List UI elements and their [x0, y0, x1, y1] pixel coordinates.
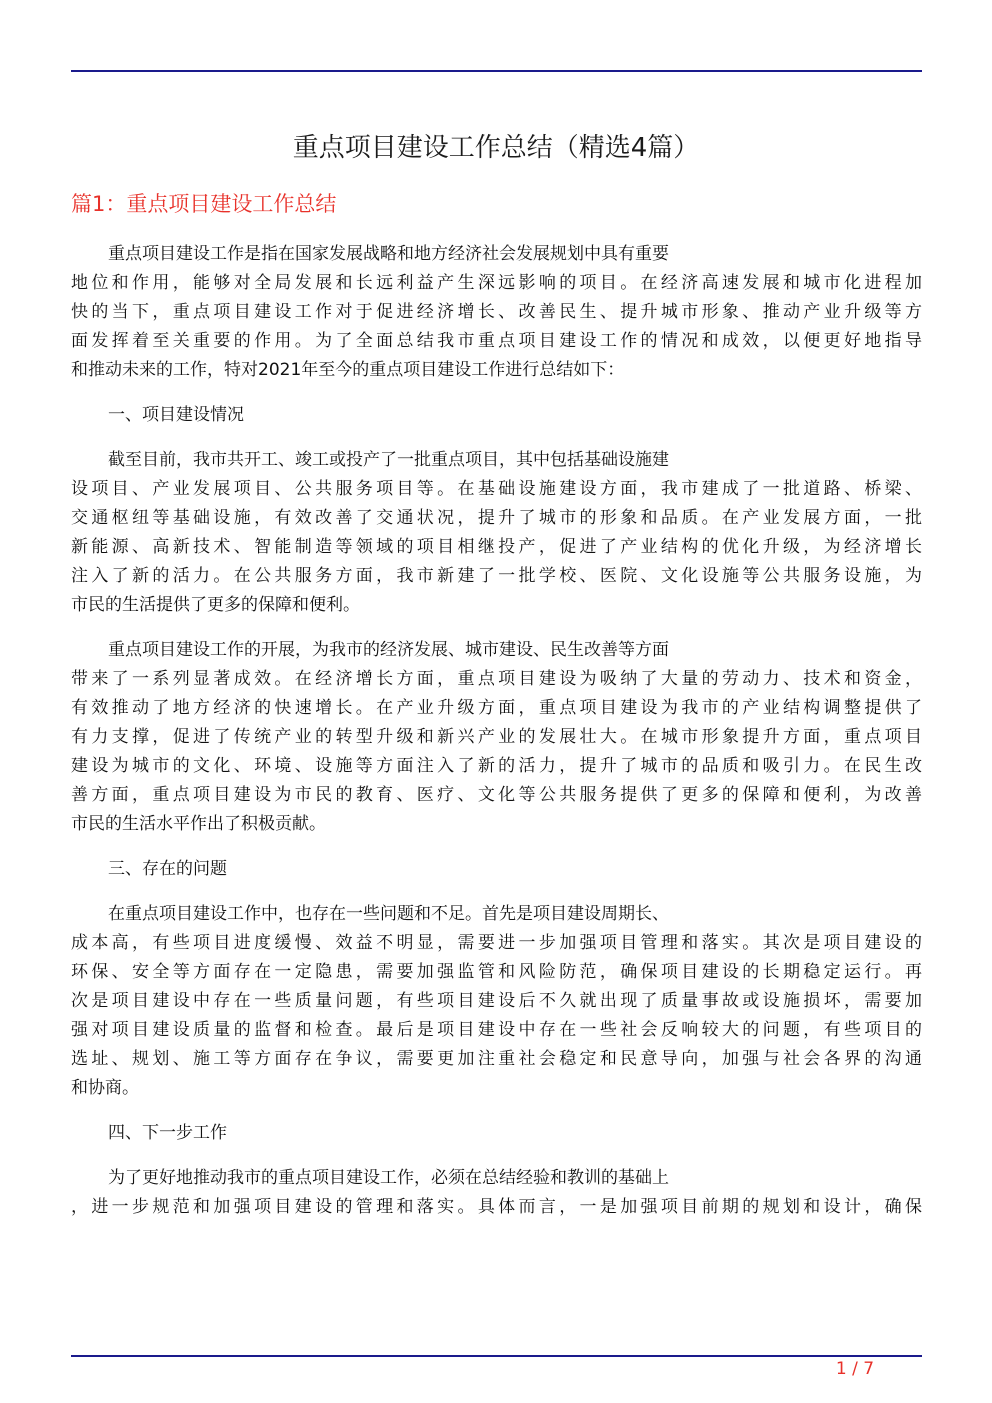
paragraph-intro: [71, 240, 922, 385]
header-rule: [71, 70, 922, 72]
section-title: 篇1：重点项目建设工作总结: [71, 192, 337, 216]
paragraph-line: 地位和作用，能够对全局发展和长远利益产生深远影响的项目。在经济高速发展和城市化进程加: [71, 273, 922, 293]
paragraph-line: 选址、规划、施工等方面存在争议，需要更加注重社会稳定和民意导向，加强与社会各界的沟通: [71, 1049, 922, 1069]
paragraph-line: 善方面，重点项目建设为市民的教育、医疗、文化等公共服务提供了更多的保障和便利，为改善: [71, 785, 922, 805]
paragraph-line: 设项目、产业发展项目、公共服务项目等。在基础设施建设方面，我市建成了一批道路、桥梁、: [71, 479, 922, 499]
paragraph-line: 交通枢纽等基础设施，有效改善了交通状况，提升了城市的形象和品质。在产业发展方面，一批: [71, 508, 922, 528]
paragraph-line: 环保、安全等方面存在一定隐患，需要加强监管和风险防范，确保项目建设的长期稳定运行。再: [71, 962, 922, 982]
paragraph-line: 注入了新的活力。在公共服务方面，我市新建了一批学校、医院、文化设施等公共服务设施，为: [71, 566, 922, 586]
paragraph-line: 面发挥着至关重要的作用。为了全面总结我市重点项目建设工作的情况和成效，以便更好地指导: [71, 331, 922, 351]
paragraph: [71, 446, 922, 620]
paragraph-line: 市民的生活提供了更多的保障和便利。: [71, 595, 360, 615]
paragraph-line: 和推动未来的工作，特对2021年至今的重点项目建设工作进行总结如下：: [71, 360, 625, 380]
paragraph-line: 有效推动了地方经济的快速增长。在产业升级方面，重点项目建设为我市的产业结构调整提供了: [71, 698, 922, 718]
document-body: [71, 240, 922, 1238]
paragraph-line: 重点项目建设工作的开展，为我市的经济发展、城市建设、民生改善等方面: [108, 640, 669, 660]
section-heading: 三、存在的问题: [108, 859, 227, 879]
paragraph-line: 带来了一系列显著成效。在经济增长方面，重点项目建设为吸纳了大量的劳动力、技术和资金，: [71, 669, 922, 689]
paragraph-line: 次是项目建设中存在一些质量问题，有些项目建设后不久就出现了质量事故或设施损坏，需要加: [71, 991, 922, 1011]
paragraph-line: 重点项目建设工作是指在国家发展战略和地方经济社会发展规划中具有重要: [108, 244, 669, 264]
document-title: 重点项目建设工作总结（精选4篇）: [292, 133, 700, 163]
paragraph-line: 截至目前，我市共开工、竣工或投产了一批重点项目，其中包括基础设施建: [108, 450, 669, 470]
paragraph-line: 为了更好地推动我市的重点项目建设工作，必须在总结经验和教训的基础上: [108, 1168, 669, 1188]
footer-rule: [71, 1355, 922, 1357]
paragraph: [71, 900, 922, 1103]
paragraph: [71, 1164, 922, 1222]
paragraph-line: 有力支撑，促进了传统产业的转型升级和新兴产业的发展壮大。在城市形象提升方面，重点项目: [71, 727, 922, 747]
paragraph-line: 成本高，有些项目进度缓慢、效益不明显，需要进一步加强项目管理和落实。其次是项目建设的: [71, 933, 922, 953]
paragraph-line: 强对项目建设质量的监督和检查。最后是项目建设中存在一些社会反响较大的问题，有些项目的: [71, 1020, 922, 1040]
paragraph: [71, 636, 922, 839]
paragraph-line: 新能源、高新技术、智能制造等领域的项目相继投产，促进了产业结构的优化升级，为经济增长: [71, 537, 922, 557]
paragraph-line: ，进一步规范和加强项目建设的管理和落实。具体而言，一是加强项目前期的规划和设计，确保: [71, 1197, 922, 1217]
paragraph-line: 在重点项目建设工作中，也存在一些问题和不足。首先是项目建设周期长、: [108, 904, 669, 924]
section-heading: 一、项目建设情况: [108, 405, 244, 425]
section-heading: 四、下一步工作: [108, 1123, 227, 1143]
paragraph-line: 和协商。: [71, 1078, 139, 1098]
paragraph-line: 建设为城市的文化、环境、设施等方面注入了新的活力，提升了城市的品质和吸引力。在民生改: [71, 756, 922, 776]
paragraph-line: 市民的生活水平作出了积极贡献。: [71, 814, 326, 834]
page-number: 1 / 7: [835, 1359, 875, 1379]
paragraph-line: 快的当下，重点项目建设工作对于促进经济增长、改善民生、提升城市形象、推动产业升级等方: [71, 302, 922, 322]
